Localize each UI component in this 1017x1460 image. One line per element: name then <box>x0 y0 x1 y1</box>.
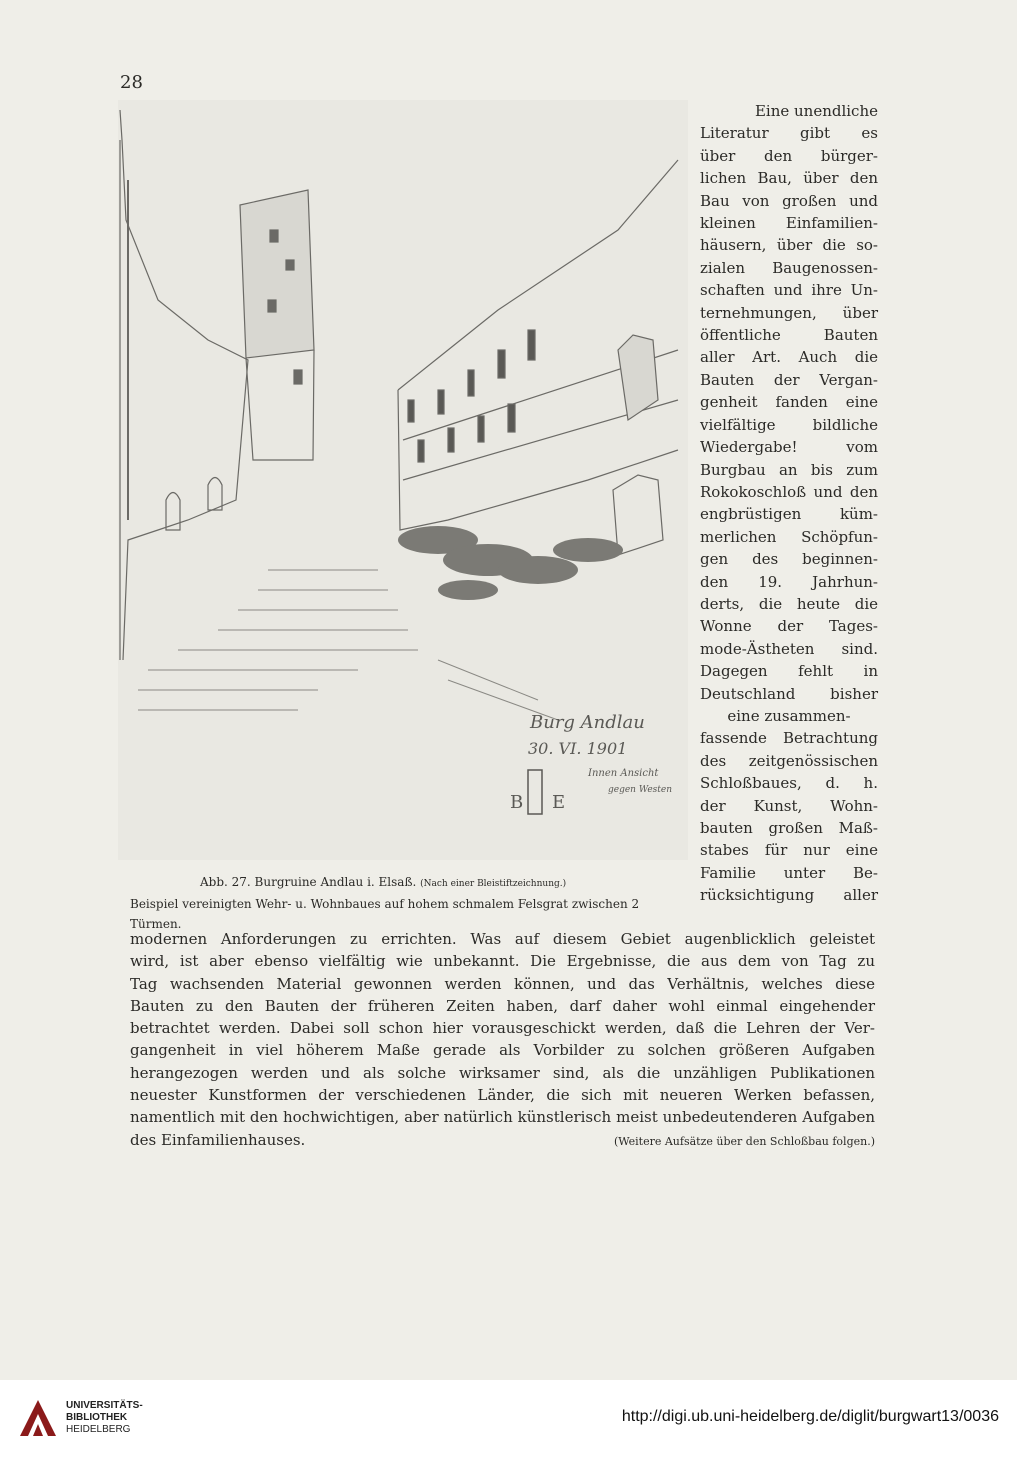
text-line: zialen Baugenossen- <box>700 258 878 277</box>
castle-ruin-sketch <box>118 100 688 860</box>
text-line: Schloßbaues, d. h. <box>700 774 878 793</box>
text-line: vielfältige bildliche <box>700 415 878 434</box>
caption-line-1: Abb. 27. Burgruine Andlau i. Elsaß. (Nach einer Bleistiftzeichnung.) <box>200 875 567 889</box>
text-line: Tag wachsenden Material gewonnen werden können, und das Verhältnis, welches diese <box>130 974 875 993</box>
page-number: 28 <box>120 72 143 93</box>
text-line: Deutschland bisher <box>700 684 878 703</box>
text-line: rücksichtigung aller <box>700 886 878 905</box>
text-line: Bauten zu den Bauten der früheren Zeiten haben, darf daher wohl einmal eingehender <box>130 996 875 1015</box>
text-line: über den bürger- <box>700 146 878 165</box>
text-line: ternehmungen, über <box>700 303 878 322</box>
last-line-text: des Einfamilienhauses. <box>130 1130 306 1149</box>
side-column-text <box>700 100 878 907</box>
body-text <box>130 928 875 1153</box>
monogram-right: E <box>552 792 566 813</box>
text-line: Familie unter Be- <box>700 863 878 882</box>
text-line: neuester Kunstformen der verschiedenen Länder, die sich mit neueren Werken befassen, <box>130 1086 875 1105</box>
text-line: wird, ist aber ebenso vielfältig wie unbekannt. Die Ergebnisse, die aus dem von Tag zu <box>130 952 875 971</box>
text-line: den 19. Jahrhun- <box>700 572 878 591</box>
text-line: engbrüstigen küm- <box>700 505 878 524</box>
text-line: schaften und ihre Un- <box>700 281 878 300</box>
text-line: Rokokoschloß und den <box>700 482 878 501</box>
text-line: derts, die heute die <box>700 594 878 613</box>
text-line: stabes für nur eine <box>700 841 878 860</box>
sketch-note-2: gegen Westen <box>608 785 673 795</box>
continuation-note: (Weitere Aufsätze über den Schloßbau folgen.) <box>613 1134 875 1148</box>
text-line: lichen Bau, über den <box>700 169 878 188</box>
text-line: öffentliche Bauten <box>700 326 878 345</box>
footer-bar <box>0 1380 1017 1460</box>
text-line: betrachtet werden. Dabei soll schon hier vorausgeschickt werden, daß die Lehren der Ver- <box>130 1019 875 1038</box>
text-line: mode-Ästheten sind. <box>700 639 878 658</box>
text-line: Wonne der Tages- <box>700 617 878 636</box>
text-line: Bauten der Vergan- <box>700 370 878 389</box>
text-line: Burgbau an bis zum <box>700 460 878 479</box>
sketch-date: 30. VI. 1901 <box>528 739 628 758</box>
library-name: UNIVERSITÄTS- BIBLIOTHEK HEIDELBERG <box>66 1400 143 1435</box>
text-line: kleinen Einfamilien- <box>700 214 878 233</box>
text-line: modernen Anforderungen zu errichten. Was auf diesem Gebiet augenblicklich geleistet <box>130 930 875 948</box>
sketch-title: Burg Andlau <box>530 712 645 733</box>
text-line: der Kunst, Wohn- <box>700 796 878 815</box>
text-line: herangezogen werden und als solche wirksamer sind, als die unzähligen Publikationen <box>130 1063 875 1082</box>
text-line: eine zusammen- <box>727 706 851 725</box>
text-line: Dagegen fehlt in <box>700 662 878 681</box>
sketch-drawing <box>118 100 688 860</box>
text-line: gen des beginnen- <box>700 550 878 569</box>
caption-line-2: Beispiel vereinigten Wehr- u. Wohnbaues auf hohem schmalem Felsgrat zwischen 2 Türmen. <box>130 897 640 931</box>
text-line: Literatur gibt es <box>700 124 878 143</box>
text-line: fassende Betrachtung <box>700 729 878 748</box>
text-line: häusern, über die so- <box>700 236 878 255</box>
text-line: Bau von großen und <box>700 191 878 210</box>
monogram-left: B <box>510 792 524 813</box>
text-line: gangenheit in viel höherem Maße gerade als Vorbilder zu solchen größeren Aufgaben <box>130 1041 875 1060</box>
caption-source-note: (Nach einer Bleistiftzeichnung.) <box>420 879 567 889</box>
text-line: merlichen Schöpfun- <box>700 527 878 546</box>
text-line: genheit fanden eine <box>700 393 878 412</box>
text-line: des zeitgenössischen <box>700 751 878 770</box>
text-line-last <box>130 1129 875 1151</box>
source-url-link[interactable]: http://digi.ub.uni-heidelberg.de/diglit/burgwart13/0036 <box>621 1408 999 1425</box>
text-line: Eine unendliche <box>754 102 878 120</box>
figure-caption <box>130 872 690 934</box>
text-line: Wiedergabe! vom <box>700 438 878 457</box>
university-library-logo-icon <box>16 1396 60 1440</box>
text-line: namentlich mit den hochwichtigen, aber natürlich künstlerisch meist unbedeutenderen Aufgaben <box>130 1108 875 1127</box>
text-line: bauten großen Maß- <box>700 819 878 837</box>
text-line: aller Art. Auch die <box>700 348 878 367</box>
sketch-note-1: Innen Ansicht <box>588 768 659 779</box>
